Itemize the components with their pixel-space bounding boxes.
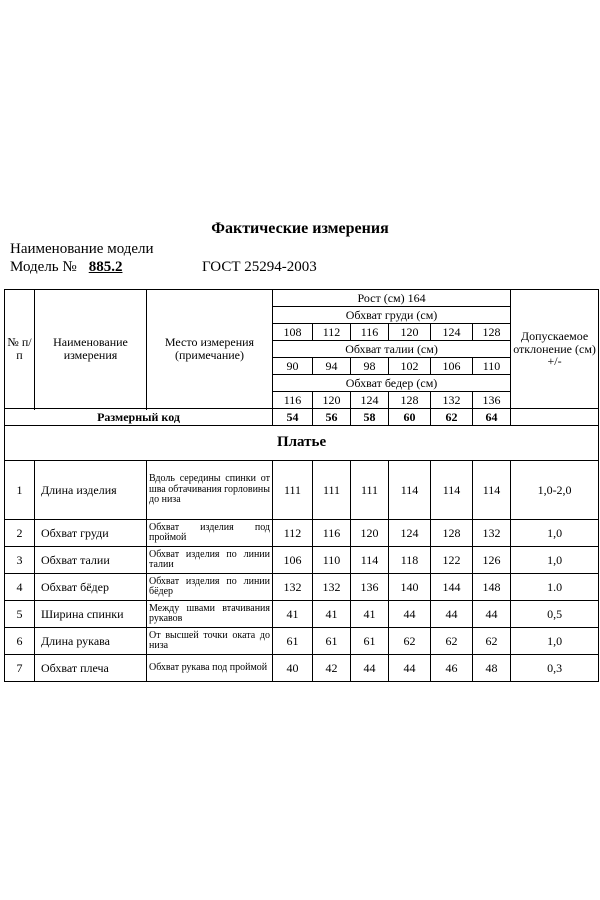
row-number: 7 xyxy=(5,655,35,682)
table-row xyxy=(5,520,599,547)
row-value: 116 xyxy=(313,520,351,547)
row-value: 132 xyxy=(473,520,511,547)
row-name: Обхват груди xyxy=(35,520,147,547)
row-number: 6 xyxy=(5,628,35,655)
row-tolerance: 1,0 xyxy=(511,520,599,547)
size-code-value: 54 xyxy=(273,409,313,426)
row-name: Ширина спинки xyxy=(35,601,147,628)
table-row xyxy=(5,461,599,520)
row-place: Обхват изделия по линии талии xyxy=(147,547,273,574)
row-value: 118 xyxy=(389,547,431,574)
row-value: 132 xyxy=(273,574,313,601)
row-value: 110 xyxy=(313,547,351,574)
size-code-value: 62 xyxy=(431,409,473,426)
row-value: 106 xyxy=(273,547,313,574)
waist_values-value: 94 xyxy=(313,358,351,375)
row-tolerance: 0,5 xyxy=(511,601,599,628)
row-value: 144 xyxy=(431,574,473,601)
waist_values-value: 106 xyxy=(431,358,473,375)
size-code-value: 56 xyxy=(313,409,351,426)
waist_values-value: 98 xyxy=(351,358,389,375)
row-value: 124 xyxy=(389,520,431,547)
size-code-value: 64 xyxy=(473,409,511,426)
col-num-header: № п/п xyxy=(5,290,35,409)
row-value: 41 xyxy=(313,601,351,628)
chest_values-value: 116 xyxy=(351,324,389,341)
waist_values-value: 90 xyxy=(273,358,313,375)
row-value: 44 xyxy=(351,655,389,682)
row-place: Обхват рукава под проймой xyxy=(147,655,273,682)
hips_values-value: 128 xyxy=(389,392,431,409)
row-value: 44 xyxy=(389,655,431,682)
hips_values-value: 120 xyxy=(313,392,351,409)
row-value: 114 xyxy=(431,461,473,520)
chest-header: Обхват груди (см) xyxy=(273,307,511,324)
row-name: Обхват талии xyxy=(35,547,147,574)
row-value: 114 xyxy=(351,547,389,574)
row-value: 62 xyxy=(389,628,431,655)
row-value: 44 xyxy=(431,601,473,628)
chest_values-value: 120 xyxy=(389,324,431,341)
model-row xyxy=(10,259,317,276)
row-value: 148 xyxy=(473,574,511,601)
data-rows xyxy=(5,461,599,682)
tolerance-header: Допускаемое отклонение (см) +/- xyxy=(511,290,599,409)
row-place: Между швами втачивания рукавов xyxy=(147,601,273,628)
row-number: 2 xyxy=(5,520,35,547)
chest_values-value: 128 xyxy=(473,324,511,341)
row-tolerance: 1,0-2,0 xyxy=(511,461,599,520)
row-value: 42 xyxy=(313,655,351,682)
size-code-label: Размерный код xyxy=(5,409,273,426)
col-place-header: Место измерения (примечание) xyxy=(147,290,273,409)
hips_values-value: 116 xyxy=(273,392,313,409)
row-value: 61 xyxy=(273,628,313,655)
row-place: От высшей точки оката до низа xyxy=(147,628,273,655)
table-row xyxy=(5,655,599,682)
row-place: Обхват изделия под проймой xyxy=(147,520,273,547)
hips-header: Обхват бедер (см) xyxy=(273,375,511,392)
row-name: Длина рукава xyxy=(35,628,147,655)
row-value: 128 xyxy=(431,520,473,547)
row-number: 3 xyxy=(5,547,35,574)
row-tolerance: 1.0 xyxy=(511,574,599,601)
row-number: 1 xyxy=(5,461,35,520)
row-value: 48 xyxy=(473,655,511,682)
row-value: 44 xyxy=(473,601,511,628)
waist_values-value: 110 xyxy=(473,358,511,375)
model-label: Модель № xyxy=(10,259,77,275)
hips_values-value: 132 xyxy=(431,392,473,409)
hips_values-value: 124 xyxy=(351,392,389,409)
row-name: Обхват бёдер xyxy=(35,574,147,601)
row-value: 114 xyxy=(389,461,431,520)
row-tolerance: 1,0 xyxy=(511,628,599,655)
table-row xyxy=(5,628,599,655)
row-value: 62 xyxy=(473,628,511,655)
measurements-table xyxy=(4,289,599,682)
row-tolerance: 1,0 xyxy=(511,547,599,574)
size-code-value: 60 xyxy=(389,409,431,426)
row-tolerance: 0,3 xyxy=(511,655,599,682)
row-name: Длина изделия xyxy=(35,461,147,520)
gost-standard: ГОСТ 25294-2003 xyxy=(202,259,317,275)
row-value: 61 xyxy=(351,628,389,655)
row-value: 111 xyxy=(351,461,389,520)
row-value: 111 xyxy=(313,461,351,520)
size-code-empty xyxy=(511,409,599,426)
section-title: Платье xyxy=(5,426,599,461)
row-value: 140 xyxy=(389,574,431,601)
table-row xyxy=(5,601,599,628)
hips_values-value: 136 xyxy=(473,392,511,409)
row-value: 44 xyxy=(389,601,431,628)
row-value: 122 xyxy=(431,547,473,574)
chest_values-value: 108 xyxy=(273,324,313,341)
chest_values-value: 124 xyxy=(431,324,473,341)
row-value: 46 xyxy=(431,655,473,682)
header-row-height xyxy=(5,290,599,307)
row-value: 62 xyxy=(431,628,473,655)
row-value: 132 xyxy=(313,574,351,601)
size-code-row xyxy=(5,409,599,426)
size-code-value: 58 xyxy=(351,409,389,426)
row-value: 114 xyxy=(473,461,511,520)
row-value: 61 xyxy=(313,628,351,655)
document-title: Фактические измерения xyxy=(211,220,389,237)
chest_values-value: 112 xyxy=(313,324,351,341)
row-number: 4 xyxy=(5,574,35,601)
model-name-label: Наименование модели xyxy=(10,241,154,257)
row-value: 41 xyxy=(273,601,313,628)
table-row xyxy=(5,547,599,574)
model-number: 885.2 xyxy=(88,259,123,275)
row-place: Обхват изделия по линии бёдер xyxy=(147,574,273,601)
waist-header: Обхват талии (см) xyxy=(273,341,511,358)
waist_values-value: 102 xyxy=(389,358,431,375)
row-value: 40 xyxy=(273,655,313,682)
row-value: 136 xyxy=(351,574,389,601)
col-name-header: Наименование измерения xyxy=(35,290,147,409)
row-value: 111 xyxy=(273,461,313,520)
table-row xyxy=(5,574,599,601)
row-value: 112 xyxy=(273,520,313,547)
row-number: 5 xyxy=(5,601,35,628)
row-value: 120 xyxy=(351,520,389,547)
height-header: Рост (см) 164 xyxy=(273,290,511,307)
row-place: Вдоль середины спинки от шва обтачивания горловины до низа xyxy=(147,461,273,520)
row-value: 126 xyxy=(473,547,511,574)
row-name: Обхват плеча xyxy=(35,655,147,682)
row-value: 41 xyxy=(351,601,389,628)
